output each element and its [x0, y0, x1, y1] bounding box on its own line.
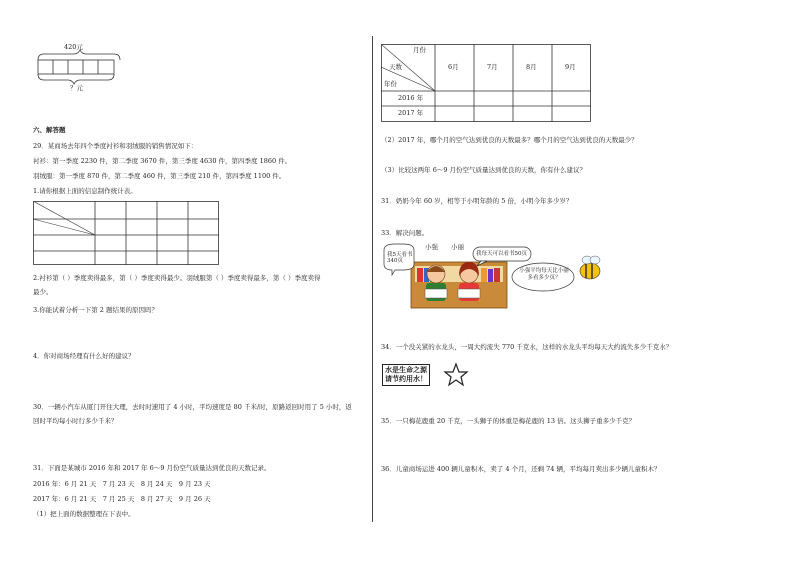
- q31-row-2016: 2016 年：6 月 21 天 7 月 23 天 8 月 24 天 9 月 23 天: [33, 480, 211, 488]
- q30-line1: 30．一辆小汽车从厦门开往大理，去时时速用了 4 小时，平均速度是 80 千米/时，原路返回时用了 5 小时，返: [33, 403, 352, 411]
- q29-sub3: 3.你能试着分析一下第 2 题结果的原因吗？: [33, 306, 158, 314]
- name-xiaoqiang: 小强: [425, 243, 438, 251]
- q36-text: 36．儿童商场运进 400 辆儿童积木，卖了 4 个月，还剩 74 辆，平均每月卖出多少辆儿童积木？: [381, 465, 661, 473]
- q29-sub2-cont: 最少。: [33, 288, 53, 296]
- table-corner-year: 年份: [384, 80, 397, 88]
- q29-downs: 羽绒服：第一季度 870 件，第二季度 460 件，第三季度 210 件，第四季度 1100 件。: [33, 172, 286, 180]
- q32-text: 31．奶奶今年 60 岁，相等于小明年龄的 5 倍，小明今年多少岁？: [381, 197, 573, 205]
- q30-line2: 回时平均每小时行多少千米？: [33, 417, 118, 425]
- bar-bottom-label: ？元: [70, 84, 83, 92]
- table-month-8: 8月: [526, 63, 537, 71]
- q31-sub2: （2）2017 年，哪个月的空气达到优良的天数最多？哪个月的空气达到优良的天数最少？: [381, 136, 638, 144]
- q29-sub4: 4．你对商场经理有什么好的建议？: [33, 352, 135, 360]
- name-xiaoli: 小丽: [451, 243, 464, 251]
- bar-top-label: 420元: [64, 43, 83, 51]
- bubble-xiaoli: 我每天可以看书50页: [476, 251, 527, 257]
- reading-illustration: [381, 242, 606, 320]
- slogan-line-2: 请节约用水！: [385, 373, 427, 383]
- q29-sub2: 2.衬衫第（ ）季度卖得最多，第（ ）季度卖得最少。羽绒服第（ ）季度卖得最多，第（ ）季度卖得: [33, 274, 321, 282]
- bar-diagram-graphic: [30, 42, 140, 92]
- q31-sub1: （1）把上面的数据整理在下表中。: [33, 510, 135, 518]
- bar-diagram: [30, 42, 140, 92]
- q31-intro: 31．下面是某城市 2016 年和 2017 年 6～9 月份空气质量达到优良的天数记录。: [33, 464, 271, 472]
- q29-sub1: 1.请你根据上面的信息制作统计表。: [33, 187, 137, 195]
- stat-table-grid: [33, 201, 219, 265]
- bubble-xiaoqiang: 我5天看书340页: [387, 252, 413, 265]
- section-title: 六、解答题: [33, 126, 66, 134]
- table-month-7: 7月: [487, 63, 498, 71]
- air-quality-table: [381, 44, 591, 122]
- table-corner-month: 月份: [413, 46, 426, 54]
- table-month-9: 9月: [565, 63, 576, 71]
- q29-shirts: 衬衫：第一季度 2230 件，第二季度 3670 件，第三季度 4630 件，第四季度 1860 件。: [33, 157, 292, 165]
- table-year-2017: 2017 年: [398, 109, 424, 117]
- q29-stat-table: [33, 201, 219, 265]
- column-divider: [372, 36, 373, 522]
- q31-sub3: （3）比较这两年 6～9 月份空气质量达到优良的天数，你有什么建议？: [381, 166, 587, 174]
- q35-text: 35．一只梅花鹿重 20 千克，一头狮子的体重是梅花鹿的 13 倍。这头狮子重多少千克？: [381, 417, 636, 425]
- q31-row-2017: 2017 年：6 月 21 天 7 月 25 天 8 月 27 天 9 月 26 天: [33, 495, 211, 503]
- star-icon: [443, 362, 469, 388]
- table-month-6: 6月: [448, 63, 459, 71]
- q34-text: 34．一个没关紧的水龙头，一周大约流失 770 千克水，这样的水龙头平均每天大约流失多少千克水？: [381, 343, 673, 351]
- q33-title: 33．解决问题。: [381, 229, 429, 237]
- table-corner-days: 天数: [389, 63, 402, 71]
- water-slogan: [382, 364, 430, 386]
- bubble-bee-question: 小强平均每天比小丽多看多少页？: [519, 268, 569, 281]
- table-year-2016: 2016 年: [398, 94, 424, 102]
- slogan-line-1: 水是生命之源: [385, 365, 427, 374]
- q29-intro: 29．某商场去年四个季度衬衫和羽绒服的销售情况如下：: [33, 142, 198, 150]
